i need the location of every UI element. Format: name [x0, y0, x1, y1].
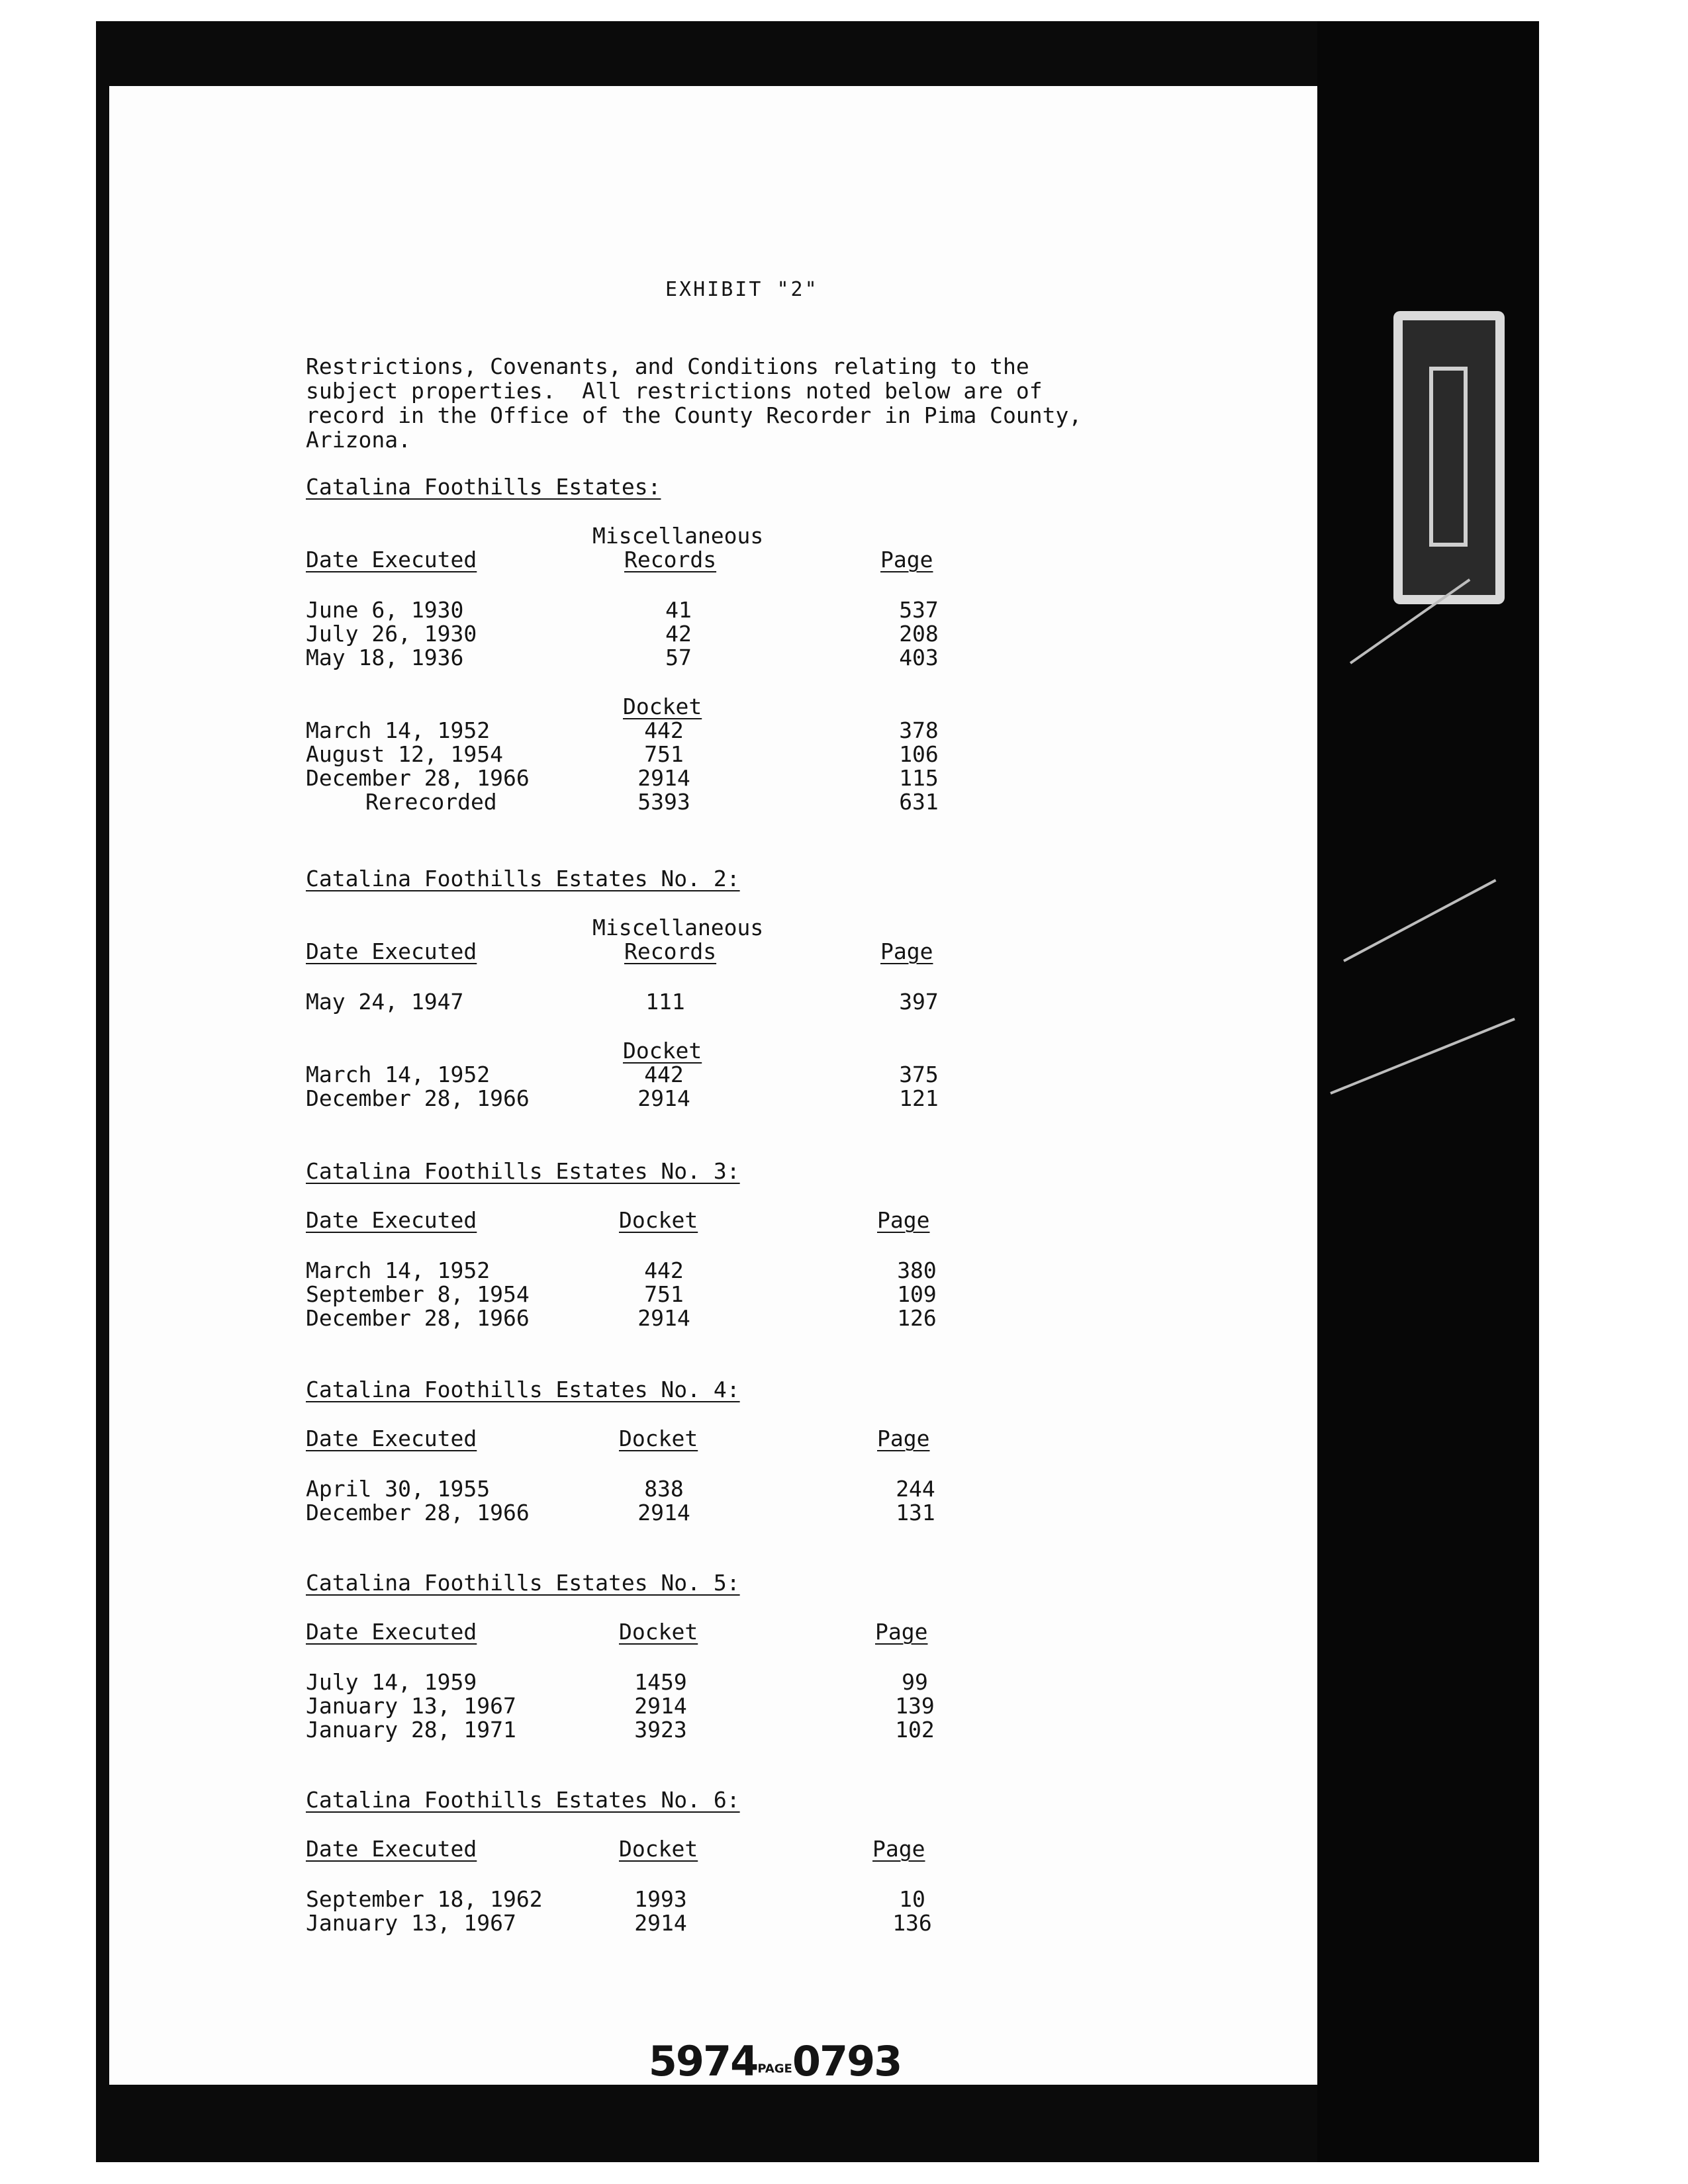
row-date: Rerecorded [365, 789, 497, 815]
row-date: January 13, 1967 [306, 1910, 516, 1936]
date-executed-header: Date Executed [306, 547, 477, 572]
row-book: 2914 [634, 1910, 687, 1936]
row-page: 631 [899, 789, 939, 815]
docket-header: Docket [619, 1426, 698, 1451]
row-date: May 18, 1936 [306, 645, 464, 670]
row-page: 380 [897, 1257, 937, 1283]
docket-header: Docket [619, 1619, 698, 1645]
row-date: January 13, 1967 [306, 1693, 516, 1719]
page-header: Page [877, 1426, 930, 1451]
row-page: 537 [899, 597, 939, 623]
row-book: 838 [644, 1476, 684, 1502]
row-book: 442 [644, 717, 684, 743]
row-book: 2914 [637, 1305, 690, 1331]
docket-subheader: Docket [623, 694, 702, 719]
row-book: 2914 [637, 765, 690, 791]
row-book: 2914 [637, 1500, 690, 1525]
row-page: 121 [899, 1085, 939, 1111]
row-date: August 12, 1954 [306, 741, 504, 767]
intro-line-4: Arizona. [306, 427, 411, 453]
row-date: December 28, 1966 [306, 1500, 530, 1525]
row-date: July 26, 1930 [306, 621, 477, 647]
row-date: January 28, 1971 [306, 1717, 516, 1743]
row-page: 106 [899, 741, 939, 767]
row-date: March 14, 1952 [306, 717, 491, 743]
section-title: Catalina Foothills Estates No. 3: [306, 1158, 740, 1184]
row-date: September 8, 1954 [306, 1281, 530, 1307]
row-page: 126 [897, 1305, 937, 1331]
date-executed-header: Date Executed [306, 938, 477, 964]
row-page: 375 [899, 1062, 939, 1087]
row-page: 378 [899, 717, 939, 743]
row-page: 102 [895, 1717, 935, 1743]
section-title: Catalina Foothills Estates No. 4: [306, 1377, 740, 1402]
misc-header-line1: Miscellaneous [592, 523, 764, 549]
section-title: Catalina Foothills Estates No. 6: [306, 1787, 740, 1813]
row-book: 57 [665, 645, 692, 670]
date-executed-header: Date Executed [306, 1619, 477, 1645]
docket-header: Docket [619, 1836, 698, 1862]
docket-subheader: Docket [623, 1038, 702, 1064]
book-page-stamp [622, 1992, 901, 2093]
row-book: 442 [644, 1062, 684, 1087]
row-page: 115 [899, 765, 939, 791]
misc-header-line2: Records [624, 938, 717, 964]
row-date: April 30, 1955 [306, 1476, 491, 1502]
row-book: 2914 [634, 1693, 687, 1719]
row-page: 99 [902, 1669, 928, 1695]
row-page: 244 [896, 1476, 935, 1502]
page-word: PAGE [757, 2062, 792, 2076]
page-header: Page [877, 1207, 930, 1233]
row-book: 1459 [634, 1669, 687, 1695]
row-date: June 6, 1930 [306, 597, 464, 623]
section-title: Catalina Foothills Estates: [306, 474, 661, 500]
row-date: December 28, 1966 [306, 1305, 530, 1331]
misc-header-line2: Records [624, 547, 717, 572]
intro-line-3: record in the Office of the County Recorder in Pima County, [306, 402, 1082, 428]
binder-clip-image [1393, 311, 1505, 604]
page-header: Page [880, 938, 933, 964]
page-header: Page [872, 1836, 925, 1862]
date-executed-header: Date Executed [306, 1207, 477, 1233]
docket-header: Docket [619, 1207, 698, 1233]
book-number: 5974 [648, 2037, 758, 2085]
row-book: 751 [644, 741, 684, 767]
row-page: 139 [895, 1693, 935, 1719]
row-date: May 24, 1947 [306, 989, 464, 1015]
row-page: 397 [899, 989, 939, 1015]
row-book: 1993 [634, 1886, 687, 1912]
misc-header-line1: Miscellaneous [592, 915, 764, 940]
row-page: 403 [899, 645, 939, 670]
row-date: July 14, 1959 [306, 1669, 477, 1695]
row-date: March 14, 1952 [306, 1062, 491, 1087]
row-book: 2914 [637, 1085, 690, 1111]
row-book: 5393 [637, 789, 690, 815]
row-book: 41 [665, 597, 692, 623]
page-header: Page [880, 547, 933, 572]
row-page: 131 [896, 1500, 935, 1525]
date-executed-header: Date Executed [306, 1426, 477, 1451]
row-date: December 28, 1966 [306, 1085, 530, 1111]
page-number: 0793 [792, 2037, 902, 2085]
section-title: Catalina Foothills Estates No. 5: [306, 1570, 740, 1596]
exhibit-title: EXHIBIT "2" [665, 278, 819, 301]
row-date: March 14, 1952 [306, 1257, 491, 1283]
row-page: 208 [899, 621, 939, 647]
page-header: Page [875, 1619, 928, 1645]
row-book: 442 [644, 1257, 684, 1283]
row-book: 751 [644, 1281, 684, 1307]
row-page: 109 [897, 1281, 937, 1307]
row-date: September 18, 1962 [306, 1886, 543, 1912]
intro-line-1: Restrictions, Covenants, and Conditions relating to the [306, 353, 1029, 379]
intro-line-2: subject properties. All restrictions noted below are of [306, 378, 1043, 404]
date-executed-header: Date Executed [306, 1836, 477, 1862]
row-page: 136 [892, 1910, 932, 1936]
row-book: 3923 [634, 1717, 687, 1743]
row-date: December 28, 1966 [306, 765, 530, 791]
row-book: 42 [665, 621, 692, 647]
row-book: 111 [645, 989, 685, 1015]
section-title: Catalina Foothills Estates No. 2: [306, 866, 740, 891]
row-page: 10 [899, 1886, 925, 1912]
